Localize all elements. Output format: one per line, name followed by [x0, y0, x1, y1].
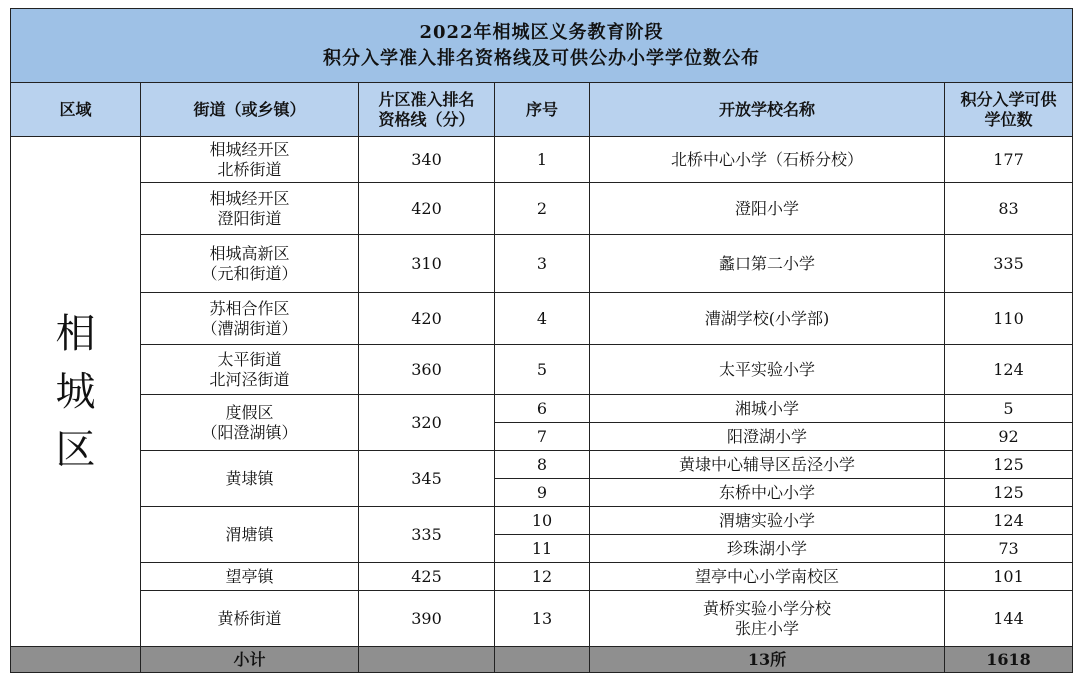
subtotal-empty-cell [359, 647, 495, 673]
threshold-cell: 360 [359, 345, 495, 395]
seq-cell: 9 [495, 479, 590, 507]
street-cell: 黄桥街道 [141, 591, 359, 647]
table-row [11, 137, 1073, 183]
admission-table [10, 8, 1073, 673]
header-street: 街道（或乡镇） [141, 83, 359, 137]
seq-cell: 4 [495, 293, 590, 345]
title-line-1: 2022年相城区义务教育阶段 [419, 21, 664, 43]
street-name: 北桥街道 [217, 159, 282, 179]
street-cell [141, 293, 359, 345]
street-cell [141, 345, 359, 395]
street-cell: 黄埭镇 [141, 451, 359, 507]
subtotal-blank-cell [11, 647, 141, 673]
header-school: 开放学校名称 [590, 83, 945, 137]
seats-cell: 101 [945, 563, 1073, 591]
threshold-cell: 420 [359, 183, 495, 235]
table-title [11, 9, 1073, 83]
header-seats-line-1: 积分入学可供 [960, 89, 1057, 109]
seats-cell: 144 [945, 591, 1073, 647]
street-name: （元和街道） [201, 263, 298, 283]
school-cell: 望亭中心小学南校区 [590, 563, 945, 591]
street-name: 度假区 [225, 402, 274, 422]
school-cell: 东桥中心小学 [590, 479, 945, 507]
seats-cell: 335 [945, 235, 1073, 293]
table-row [11, 563, 1073, 591]
seq-cell: 8 [495, 451, 590, 479]
street-name: 相城高新区 [209, 243, 290, 263]
street-name: 北河泾街道 [209, 369, 290, 389]
street-name: 相城经开区 [209, 139, 290, 159]
table-row [11, 235, 1073, 293]
school-cell [590, 591, 945, 647]
threshold-cell: 345 [359, 451, 495, 507]
subtotal-seats: 1618 [945, 647, 1073, 673]
threshold-cell: 390 [359, 591, 495, 647]
threshold-cell: 310 [359, 235, 495, 293]
threshold-cell: 340 [359, 137, 495, 183]
header-district: 区域 [11, 83, 141, 137]
subtotal-schools: 13所 [590, 647, 945, 673]
street-cell: 望亭镇 [141, 563, 359, 591]
district-char: 区 [55, 426, 96, 473]
school-name: 黄桥实验小学分校 [702, 598, 831, 618]
school-cell: 珍珠湖小学 [590, 535, 945, 563]
header-seats [945, 83, 1073, 137]
seq-cell: 6 [495, 395, 590, 423]
threshold-cell: 425 [359, 563, 495, 591]
seats-cell: 125 [945, 451, 1073, 479]
seq-cell: 13 [495, 591, 590, 647]
street-name: （阳澄湖镇） [201, 422, 298, 442]
seats-cell: 92 [945, 423, 1073, 451]
threshold-cell: 320 [359, 395, 495, 451]
seats-cell: 5 [945, 395, 1073, 423]
seats-cell: 110 [945, 293, 1073, 345]
seq-cell: 5 [495, 345, 590, 395]
school-cell: 黄埭中心辅导区岳泾小学 [590, 451, 945, 479]
table-row [11, 451, 1073, 479]
school-cell: 澄阳小学 [590, 183, 945, 235]
street-cell [141, 137, 359, 183]
seats-cell: 124 [945, 507, 1073, 535]
seats-cell: 83 [945, 183, 1073, 235]
seq-cell: 3 [495, 235, 590, 293]
street-cell [141, 183, 359, 235]
seq-cell: 11 [495, 535, 590, 563]
school-cell: 蠡口第二小学 [590, 235, 945, 293]
school-cell: 北桥中心小学（石桥分校） [590, 137, 945, 183]
street-cell [141, 235, 359, 293]
table-row [11, 345, 1073, 395]
street-name: （漕湖街道） [201, 318, 298, 338]
seq-cell: 10 [495, 507, 590, 535]
threshold-cell: 420 [359, 293, 495, 345]
seq-cell: 2 [495, 183, 590, 235]
subtotal-row [11, 647, 1073, 673]
header-threshold-line-1: 片区准入排名 [378, 89, 475, 109]
school-cell: 阳澄湖小学 [590, 423, 945, 451]
title-line-2: 积分入学准入排名资格线及可供公办小学学位数公布 [323, 47, 761, 69]
district-char: 相 [55, 310, 96, 357]
street-cell [141, 395, 359, 451]
threshold-cell: 335 [359, 507, 495, 563]
header-threshold [359, 83, 495, 137]
table-row [11, 395, 1073, 423]
header-seats-line-2: 学位数 [984, 109, 1033, 129]
seq-cell: 12 [495, 563, 590, 591]
street-name: 相城经开区 [209, 188, 290, 208]
street-name: 澄阳街道 [217, 208, 282, 228]
subtotal-label: 小计 [141, 647, 359, 673]
street-cell: 渭塘镇 [141, 507, 359, 563]
district-char: 城 [55, 368, 96, 415]
table-row [11, 591, 1073, 647]
district-cell [11, 137, 141, 647]
seats-cell: 177 [945, 137, 1073, 183]
seq-cell: 1 [495, 137, 590, 183]
header-seq: 序号 [495, 83, 590, 137]
school-cell: 渭塘实验小学 [590, 507, 945, 535]
table-row [11, 293, 1073, 345]
subtotal-empty-cell [495, 647, 590, 673]
table-row [11, 507, 1073, 535]
seats-cell: 125 [945, 479, 1073, 507]
street-name: 苏相合作区 [209, 298, 290, 318]
header-threshold-line-2: 资格线（分） [378, 109, 475, 129]
table-row [11, 183, 1073, 235]
seats-cell: 124 [945, 345, 1073, 395]
school-cell: 湘城小学 [590, 395, 945, 423]
street-name: 太平街道 [217, 349, 282, 369]
school-cell: 太平实验小学 [590, 345, 945, 395]
school-name: 张庄小学 [734, 618, 799, 638]
school-cell: 漕湖学校(小学部) [590, 293, 945, 345]
seats-cell: 73 [945, 535, 1073, 563]
seq-cell: 7 [495, 423, 590, 451]
